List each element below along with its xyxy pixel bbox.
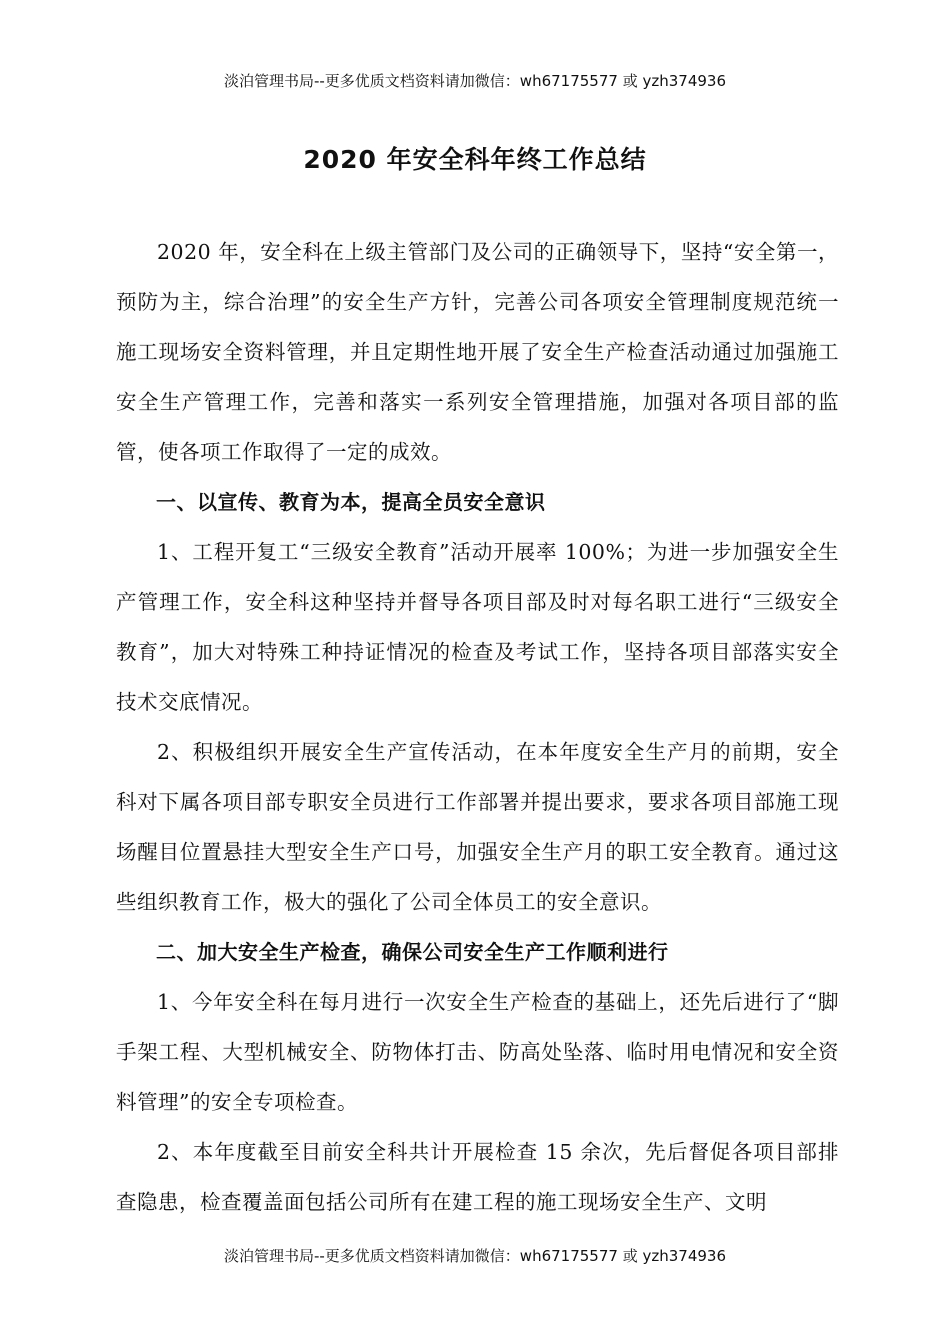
section-1-heading: 一、以宣传、教育为本，提高全员安全意识 [156, 490, 546, 514]
page-header: 淡泊管理书局--更多优质文档资料请加微信：wh67175577 或 yzh374936 [223, 72, 726, 90]
section-1-paragraph-2: 2、积极组织开展安全生产宣传活动，在本年度安全生产月的前期，安全科对下属各项目部专职安全员进行工作部署并提出要求，要求各项目部施工现场醒目位置悬挂大型安全生产口号，加强安全生产月的职工安全教育。通过这些组织教育工作，极大的强化了公司全体员工的安全意识。 [116, 740, 839, 914]
page-footer: 淡泊管理书局--更多优质文档资料请加微信：wh67175577 或 yzh374936 [223, 1247, 726, 1265]
section-2-paragraph-1: 1、今年安全科在每月进行一次安全生产检查的基础上，还先后进行了“脚手架工程、大型机械安全、防物体打击、防高处坠落、临时用电情况和安全资料管理”的安全专项检查。 [116, 990, 839, 1114]
section-1-paragraph-1: 1、工程开复工“三级安全教育”活动开展率 100%；为进一步加强安全生产管理工作，安全科这种坚持并督导各项目部及时对每名职工进行“三级安全教育”，加大对特殊工种持证情况的检查及考试工作，坚持各项目部落实安全技术交底情况。 [116, 540, 839, 714]
intro-paragraph: 2020 年，安全科在上级主管部门及公司的正确领导下，坚持“安全第一，预防为主，综合治理”的安全生产方针，完善公司各项安全管理制度规范统一施工现场安全资料管理，并且定期性地开展了安全生产检查活动通过加强施工安全生产管理工作，完善和落实一系列安全管理措施，加强对各项目部的监管，使各项工作取得了一定的成效。 [116, 240, 839, 464]
document-body [116, 227, 839, 1227]
document-title: 2020 年安全科年终工作总结 [303, 145, 647, 174]
section-2-heading: 二、加大安全生产检查，确保公司安全生产工作顺利进行 [156, 940, 669, 964]
section-2-paragraph-2: 2、本年度截至目前安全科共计开展检查 15 余次，先后督促各项目部排查隐患，检查覆盖面包括公司所有在建工程的施工现场安全生产、文明 [116, 1140, 839, 1214]
